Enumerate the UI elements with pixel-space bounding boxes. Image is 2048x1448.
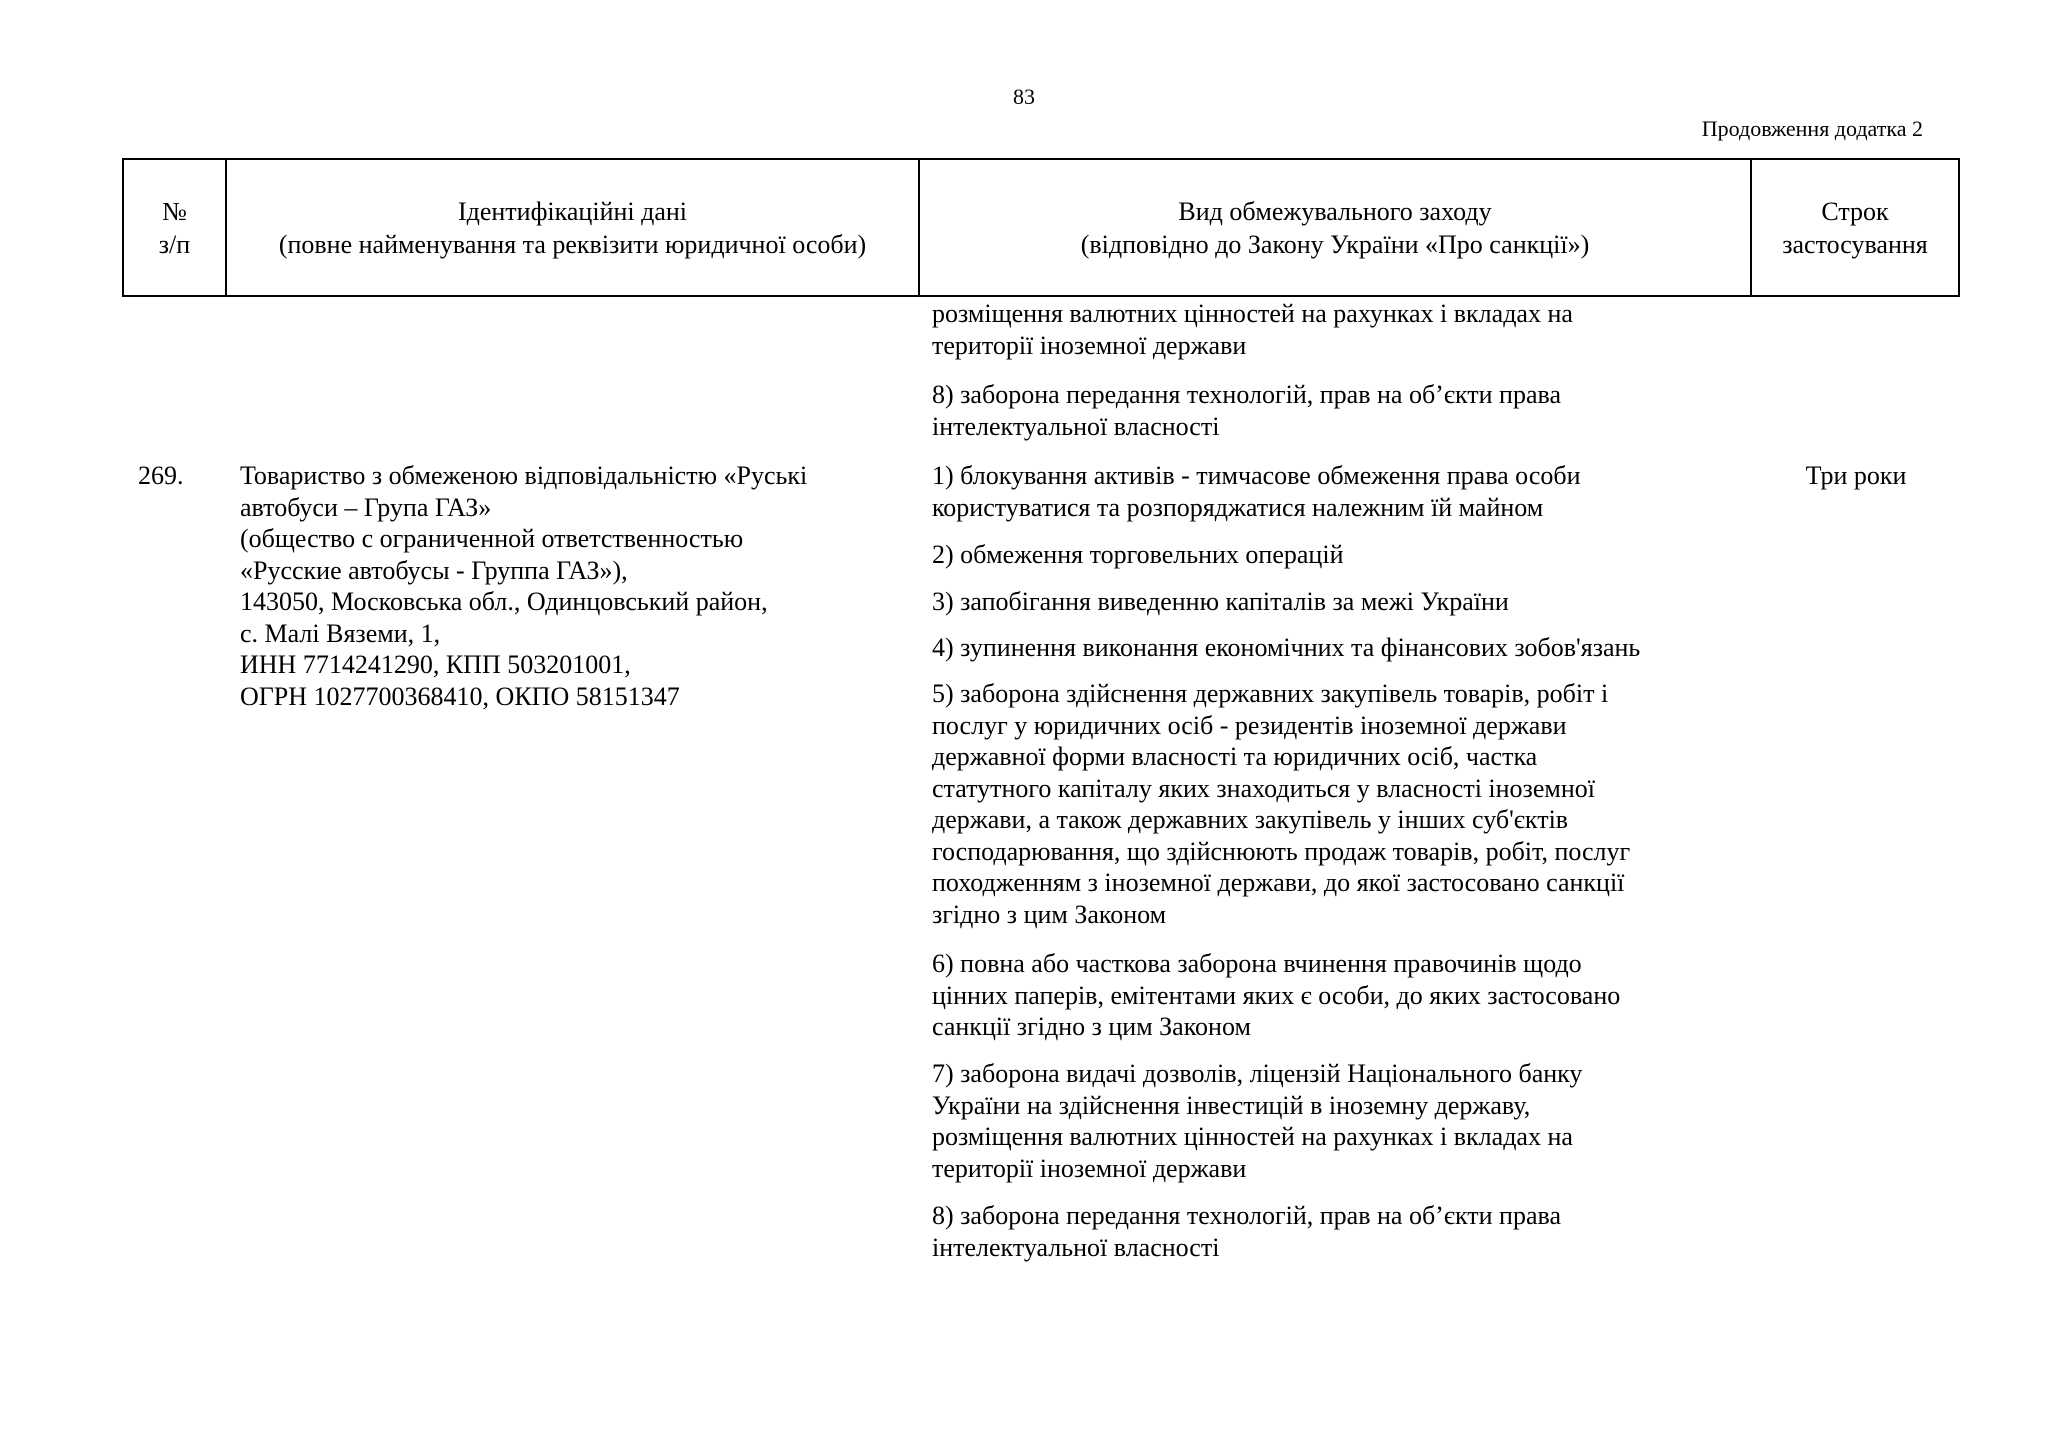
measure-line: 5) заборона здійснення державних закупівель товарів, робіт і [932, 679, 1609, 708]
measure-line: 6) повна або часткова заборона вчинення правочинів щодо [932, 949, 1582, 978]
measure-item [932, 678, 1752, 930]
table-header [122, 158, 1960, 297]
header-number-line: з/п [158, 229, 191, 259]
measure-line: державної форми власності та юридичних осіб, частка [932, 742, 1538, 771]
measure-line: розміщення валютних цінностей на рахунках і вкладах на [932, 299, 1573, 328]
measure-line: 2) обмеження торговельних операцій [932, 540, 1344, 569]
identity-line: Товариство з обмеженою відповідальністю «Руські [240, 461, 808, 490]
identity-line: 143050, Московська обл., Одинцовський район, [240, 587, 768, 616]
carryover-measure [932, 298, 1752, 361]
continuation-label: Продовження додатка 2 [1701, 116, 1923, 141]
page-number: 83 [1013, 84, 1035, 109]
header-number-line: № [162, 196, 187, 226]
header-identity-line: (повне найменування та реквізити юридичної особи) [278, 229, 867, 259]
measure-line: походженням з іноземної держави, до якої застосовано санкції [932, 868, 1625, 897]
measure-item [932, 948, 1752, 1043]
measure-line: інтелектуальної власності [932, 411, 1220, 441]
measure-line: 7) заборона видачі дозволів, ліцензій Національного банку [932, 1059, 1583, 1088]
measure-line: статутного капіталу яких знаходиться у власності іноземної [932, 773, 1595, 803]
measure-line: цінних паперів, емітентами яких є особи, до яких застосовано [932, 980, 1621, 1010]
header-identity [226, 159, 919, 296]
header-measure-line: (відповідно до Закону України «Про санкції») [1080, 229, 1590, 259]
header-number [123, 159, 226, 296]
entry-number: 269. [138, 461, 184, 490]
measure-line: користуватися та розпоряджатися належним їй майном [932, 492, 1544, 522]
header-measure-line: Вид обмежувального заходу [1178, 196, 1492, 226]
identity-line: ОГРН 1027700368410, ОКПО 58151347 [240, 681, 680, 711]
identity-line: автобуси – Група ГАЗ» [240, 492, 492, 522]
measure-item [932, 1058, 1752, 1184]
measure-line: розміщення валютних цінностей на рахунках і вкладах на [932, 1122, 1573, 1151]
header-identity-line: Ідентифікаційні дані [457, 196, 688, 226]
carryover-measure [932, 379, 1752, 442]
measure-line: 1) блокування активів - тимчасове обмеження права особи [932, 461, 1581, 490]
measure-line: господарювання, що здійснюють продаж товарів, робіт, послуг [932, 836, 1631, 866]
measure-line: території іноземної держави [932, 330, 1247, 360]
measure-line: України на здійснення інвестицій в іноземну державу, [932, 1090, 1531, 1120]
measure-line: держави, а також державних закупівель у інших суб'єктів [932, 805, 1569, 834]
measure-line: послуг у юридичних осіб - резидентів іноземної держави [932, 710, 1567, 740]
measure-item [932, 586, 1752, 618]
header-term-line: Строк [1821, 196, 1889, 226]
entry-identity [240, 460, 900, 712]
header-term [1751, 159, 1959, 296]
measure-item [932, 460, 1752, 523]
measure-line: санкції згідно з цим Законом [932, 1012, 1251, 1041]
identity-line: ИНН 7714241290, КПП 503201001, [240, 650, 631, 679]
measure-line: інтелектуальної власності [932, 1232, 1220, 1262]
identity-line: «Русские автобусы - Группа ГАЗ»), [240, 555, 628, 585]
measure-line: 8) заборона передання технологій, прав на об’єкти права [932, 380, 1561, 409]
measure-item [932, 1200, 1752, 1263]
measure-line: 8) заборона передання технологій, прав на об’єкти права [932, 1201, 1561, 1230]
entry-term: Три роки [1805, 461, 1907, 490]
measure-item [932, 632, 1752, 664]
measure-item [932, 539, 1752, 571]
header-term-line: застосування [1782, 229, 1928, 259]
measure-line: 4) зупинення виконання економічних та фінансових зобов'язань [932, 633, 1641, 662]
header-measure [919, 159, 1751, 296]
identity-line: (общество с ограниченной ответственностью [240, 524, 744, 553]
measure-line: території іноземної держави [932, 1153, 1247, 1183]
measure-line: згідно з цим Законом [932, 899, 1167, 929]
measure-line: 3) запобігання виведенню капіталів за межі України [932, 587, 1509, 616]
identity-line: с. Малі Вяземи, 1, [240, 618, 441, 648]
